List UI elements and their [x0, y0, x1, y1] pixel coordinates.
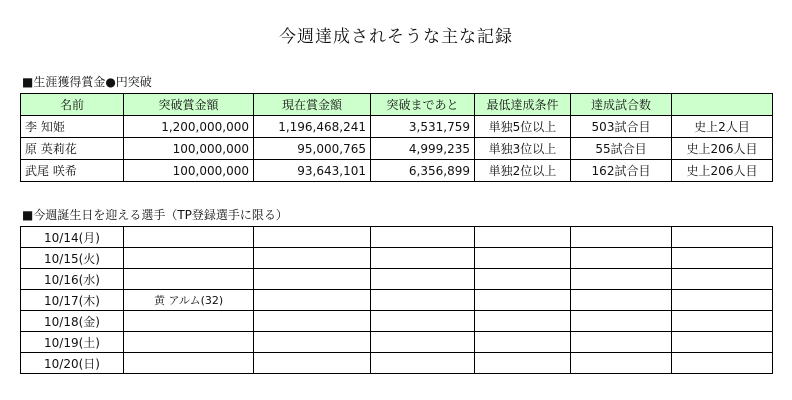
target-prize: 100,000,000	[124, 138, 254, 160]
table-row	[21, 116, 773, 138]
birthday-date: 10/17(木)	[21, 290, 124, 311]
current-prize: 93,643,101	[254, 160, 371, 182]
birthday-date: 10/14(月)	[21, 227, 124, 248]
current-prize: 95,000,765	[254, 138, 371, 160]
column-header: 名前	[21, 94, 124, 116]
table-row	[21, 290, 773, 311]
birthday-date: 10/16(水)	[21, 269, 124, 290]
birthday-date: 10/15(火)	[21, 248, 124, 269]
table-row	[21, 311, 773, 332]
birthday-players	[124, 353, 254, 374]
birthday-players	[124, 269, 254, 290]
remaining-amount: 6,356,899	[371, 160, 475, 182]
match-count: 503試合目	[571, 116, 672, 138]
table-row	[21, 332, 773, 353]
birthday-players: 黄 アルム(32)	[124, 290, 254, 311]
column-header: 現在賞金額	[254, 94, 371, 116]
current-prize: 1,196,468,241	[254, 116, 371, 138]
player-name: 李 知姫	[21, 116, 124, 138]
min-condition: 単独3位以上	[475, 138, 571, 160]
table-header-row	[21, 94, 773, 116]
record-rank: 史上2人目	[672, 116, 773, 138]
table-row	[21, 353, 773, 374]
record-rank: 史上206人目	[672, 138, 773, 160]
column-header: 突破まであと	[371, 94, 475, 116]
birthday-players	[124, 311, 254, 332]
table-row	[21, 138, 773, 160]
table-row	[21, 227, 773, 248]
column-header	[672, 94, 773, 116]
min-condition: 単独2位以上	[475, 160, 571, 182]
column-header: 突破賞金額	[124, 94, 254, 116]
column-header: 達成試合数	[571, 94, 672, 116]
record-rank: 史上206人目	[672, 160, 773, 182]
remaining-amount: 4,999,235	[371, 138, 475, 160]
birthday-date: 10/19(土)	[21, 332, 124, 353]
match-count: 162試合目	[571, 160, 672, 182]
target-prize: 100,000,000	[124, 160, 254, 182]
match-count: 55試合目	[571, 138, 672, 160]
player-name: 原 英莉花	[21, 138, 124, 160]
birthday-players	[124, 227, 254, 248]
birthday-heading: ■今週誕生日を迎える選手（TP登録選手に限る）	[22, 208, 288, 222]
column-header: 最低達成条件	[475, 94, 571, 116]
page-title: 今週達成されそうな主な記録	[279, 27, 513, 47]
prize-milestone-table	[20, 93, 773, 182]
table-row	[21, 248, 773, 269]
birthday-date: 10/20(日)	[21, 353, 124, 374]
remaining-amount: 3,531,759	[371, 116, 475, 138]
birthday-table	[20, 226, 773, 374]
player-name: 武尾 咲希	[21, 160, 124, 182]
target-prize: 1,200,000,000	[124, 116, 254, 138]
birthday-players	[124, 248, 254, 269]
prize-milestone-heading: ■生涯獲得賞金●円突破	[22, 75, 152, 89]
min-condition: 単独5位以上	[475, 116, 571, 138]
table-row	[21, 160, 773, 182]
birthday-players	[124, 332, 254, 353]
birthday-date: 10/18(金)	[21, 311, 124, 332]
table-row	[21, 269, 773, 290]
